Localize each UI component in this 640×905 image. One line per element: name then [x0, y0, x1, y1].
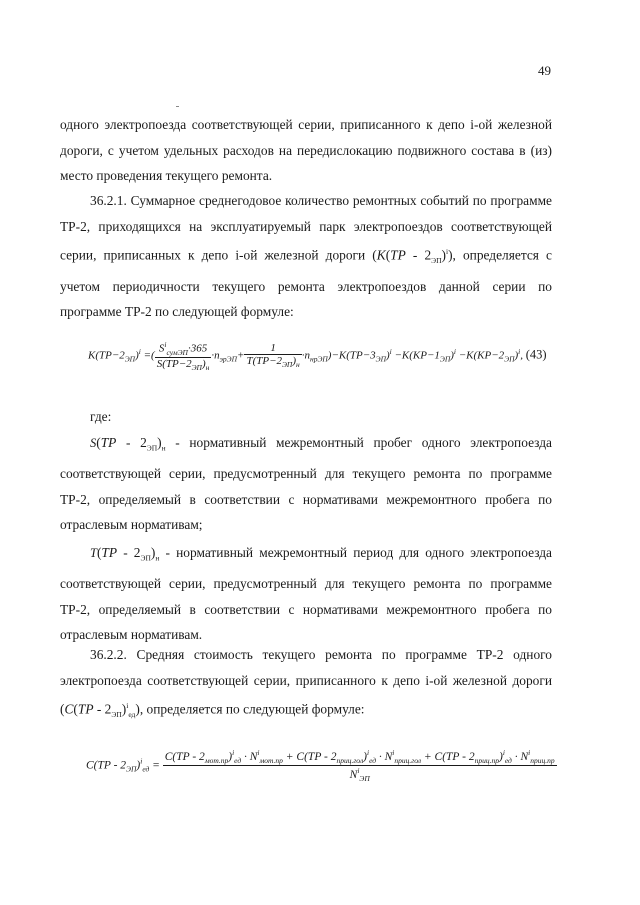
definition-s: $S(TP - 2_{ЭП})_н$ - нормативный межремонтный пробег одного электропоезда соответствующей серии, предусмотренный для текущего ремонта по программе ТР-2, определяемый в соответствии с нормативами межремонтного пробега по отраслевым нормативам; — [60, 435, 552, 533]
formula-43: $K(TP-2_{ЭП})^i$ =( $\frac{S^i_{сумЭП}\cdot 365}{S(TP-2_{ЭП})_н}$ $\cdot n_{эрЭП}+$ $\frac{1}{T(TP-2_{ЭП})_н}$ $\cdot n_{нрЭП})-K(TP-3_{ЭП})^i -K(KP-1_{ЭП})^i -K(KP-2_{ЭП})^i$, (43) — [88, 340, 547, 373]
definition-t-text: - нормативный межремонтный период для одного электропоезда соответствующей серии, предусмотренный для текущего ремонта по программе ТР-2, определяемый в соответствии с нормативами межремонтного пробега по отраслевым нормативам. — [60, 545, 552, 643]
page-number: 49 — [538, 63, 551, 78]
scan-mark — [176, 106, 179, 107]
where-label: где: — [90, 409, 112, 424]
formula-cost: $C(TP - 2_{ЭП})^i_{ед}$ = $C(TP - 2_{мот.пр})^i_{ед} \cdot N^i_{мот.пр} + C(TP - 2_{приц.гол})^i_{ед} \cdot N^i_{приц.гол} + C(TP - 2_{приц.пр})^i_{ед} \cdot N^i_{приц.пр}$ $N^i_{ЭП}$ — [86, 748, 555, 784]
equation-number: (43) — [525, 347, 547, 362]
paragraph-36-2-1-after: , определяется с учетом периодичности текущего ремонта электропоездов данной серии по программе ТР-2 по следующей формуле: — [60, 247, 552, 320]
definition-s-text: - нормативный межремонтный пробег одного электропоезда соответствующей серии, предусмотренный для текущего ремонта по программе ТР-2, определяемый в соответствии с нормативами межремонтного пробега по отраслевым нормативам; — [60, 435, 552, 533]
paragraph-continuation: одного электропоезда соответствующей серии, приписанного к депо i-ой железной дороги, с учетом удельных расходов на передислокацию подвижного состава в (из) место проведения текущего ремонта. — [60, 117, 552, 183]
paragraph-36-2-2-after: , определяется по следующей формуле: — [139, 701, 365, 717]
paragraph-36-2-2: 36.2.2. Средняя стоимость текущего ремонта по программе ТР-2 одного электропоезда соответствующей серии, приписанного к депо i-ой железной дороги $(C(TP - 2_{ЭП})^i_{ед})$, определяется по следующей формуле: — [60, 647, 552, 720]
paragraph-36-2-1: 36.2.1. Суммарное среднегодовое количество ремонтных событий по программе ТР-2, приходящихся на эксплуатируемый парк электропоездов соответствующей серии, приписанных к депо i-ой железной дороги $(K(TP - 2_{ЭП})^i)$, определяется с учетом периодичности текущего ремонта электропоездов данной серии по программе ТР-2 по следующей формуле: — [60, 193, 552, 320]
paragraph-36-2-2-text: 36.2.2. Средняя стоимость текущего ремонта по программе ТР-2 одного электропоезда соответствующей серии, приписанного к депо i-ой железной дороги — [60, 647, 552, 688]
definition-t: $T(TP - 2_{ЭП})_н$ - нормативный межремонтный период для одного электропоезда соответствующей серии, предусмотренный для текущего ремонта по программе ТР-2, определяемый в соответствии с нормативами межремонтного пробега по отраслевым нормативам. — [60, 545, 552, 643]
paragraph-36-2-1-text: 36.2.1. Суммарное среднегодовое количество ремонтных событий по программе ТР-2, приходящихся на эксплуатируемый парк электропоездов соответствующей серии, приписанных к депо i-ой железной дороги — [60, 193, 552, 263]
